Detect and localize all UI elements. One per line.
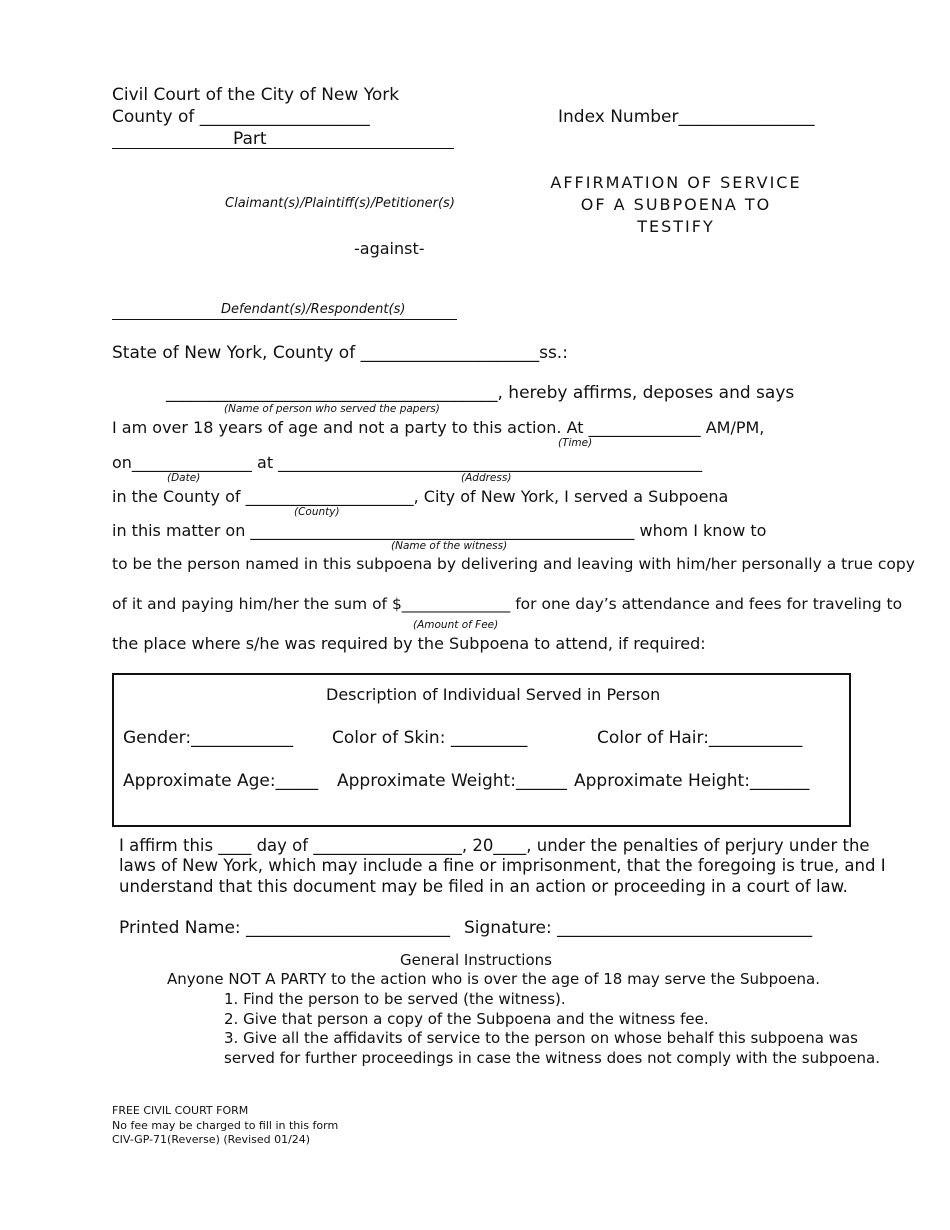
part-underline[interactable] [112, 148, 454, 149]
date-address-line[interactable]: on_______________ at _____________________________________________________ [112, 453, 703, 472]
hint-time: (Time) [558, 437, 593, 449]
hint-date: (Date) [167, 472, 201, 484]
description-box [112, 673, 851, 827]
county-served-line[interactable]: in the County of _____________________, City of New York, I served a Subpoena [112, 487, 729, 506]
server-name-line[interactable]: _______________________________________, hereby affirms, deposes and says [166, 383, 795, 403]
hint-fee: (Amount of Fee) [413, 619, 499, 631]
defendant-underline[interactable] [112, 319, 457, 320]
instruction-item-3-cont: served for further proceedings in case the witness does not comply with the subpoena. [224, 1049, 881, 1067]
gender-field[interactable]: Gender:____________ [123, 728, 294, 748]
footer-form-id: CIV-GP-71(Reverse) (Revised 01/24) [112, 1133, 311, 1146]
county-line[interactable]: County of ____________________ [112, 107, 370, 127]
hint-county: (County) [294, 506, 340, 518]
claimant-label: Claimant(s)/Plaintiff(s)/Petitioner(s) [225, 196, 455, 211]
weight-field[interactable]: Approximate Weight:______ [337, 771, 567, 791]
footer-form-type: FREE CIVIL COURT FORM [112, 1104, 249, 1117]
age-time-line[interactable]: I am over 18 years of age and not a party to this action. At ______________ AM/PM, [112, 418, 765, 437]
delivery-line: to be the person named in this subpoena by delivering and leaving with him/her personally a true copy [112, 555, 915, 573]
against-label: -against- [354, 239, 425, 258]
hint-address: (Address) [461, 472, 512, 484]
description-heading: Description of Individual Served in Person [326, 685, 661, 704]
affirmation-line-2: laws of New York, which may include a fine or imprisonment, that the foregoing is true, and I [119, 856, 886, 875]
age-field[interactable]: Approximate Age:_____ [123, 771, 319, 791]
index-number[interactable]: Index Number________________ [558, 107, 815, 127]
skin-color-field[interactable]: Color of Skin: _________ [332, 728, 528, 748]
court-name: Civil Court of the City of New York [112, 85, 400, 105]
attend-line: the place where s/he was required by the Subpoena to attend, if required: [112, 634, 706, 653]
signature-field[interactable]: Signature: ______________________________ [464, 918, 813, 938]
instruction-item-3: 3. Give all the affidavits of service to the person on whose behalf this subpoena was [224, 1029, 858, 1047]
hair-color-field[interactable]: Color of Hair:___________ [597, 728, 803, 748]
title-line-1: AFFIRMATION OF SERVICE [550, 173, 802, 192]
title-line-3: TESTIFY [637, 217, 715, 236]
part-label: Part [233, 129, 267, 149]
title-line-2: OF A SUBPOENA TO [580, 195, 772, 214]
instructions-intro: Anyone NOT A PARTY to the action who is over the age of 18 may serve the Subpoena. [167, 970, 820, 988]
affirmation-line-1[interactable]: I affirm this ____ day of __________________, 20____, under the penalties of perjury under the [119, 836, 870, 855]
witness-line[interactable]: in this matter on ________________________________________________ whom I know to [112, 521, 767, 540]
instruction-item-1: 1. Find the person to be served (the witness). [224, 990, 566, 1008]
affirmation-line-3: understand that this document may be filed in an action or proceeding in a court of law. [119, 877, 848, 896]
defendant-label: Defendant(s)/Respondent(s) [221, 302, 406, 317]
hint-witness: (Name of the witness) [391, 540, 508, 552]
hint-server-name: (Name of person who served the papers) [224, 403, 440, 415]
document-title [545, 172, 807, 238]
venue-line[interactable]: State of New York, County of _____________________ss.: [112, 343, 568, 363]
footer-fee-notice: No fee may be charged to fill in this form [112, 1119, 339, 1132]
instructions-heading: General Instructions [400, 951, 552, 969]
fee-line[interactable]: of it and paying him/her the sum of $______________ for one day’s attendance and fees for traveling to [112, 595, 903, 613]
height-field[interactable]: Approximate Height:_______ [574, 771, 810, 791]
printed-name-field[interactable]: Printed Name: ________________________ [119, 918, 451, 938]
instruction-item-2: 2. Give that person a copy of the Subpoena and the witness fee. [224, 1010, 709, 1028]
